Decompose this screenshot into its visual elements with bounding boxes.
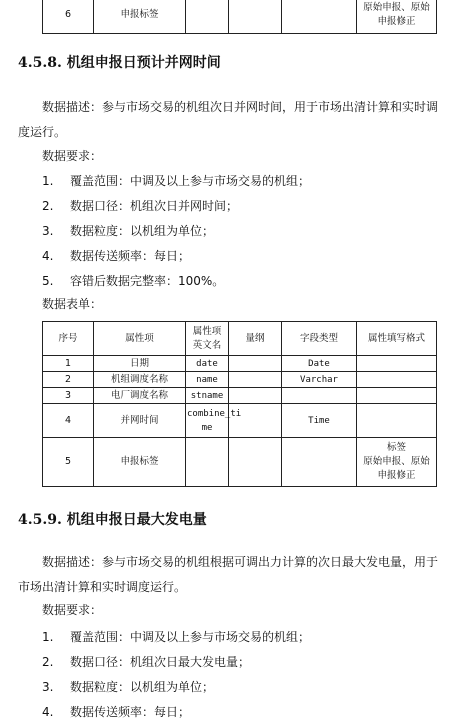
attribute-name-cell: 日期: [94, 356, 186, 372]
field-type-cell: [282, 388, 357, 404]
requirements-label: 数据要求：: [42, 603, 103, 617]
english-name-cell: name: [186, 372, 229, 388]
requirements-label: 数据要求：: [42, 149, 103, 163]
english-name-cell: stname: [186, 388, 229, 404]
list-item: 2. 数据口径：机组次日最大发电量；: [42, 655, 251, 669]
fill-format-cell: [357, 404, 437, 438]
row-number-cell: 5: [43, 438, 94, 487]
requirements-list: [42, 172, 310, 297]
field-type-cell: [282, 438, 357, 487]
list-item: 4. 数据传送频率：每日；: [42, 249, 191, 263]
format-line: 申报修正: [377, 16, 416, 27]
fill-format-cell: 标签 原始申报、原始 申报修正: [357, 438, 437, 487]
english-name-cell: [186, 438, 229, 487]
list-item: 1. 覆盖范围：中调及以上参与市场交易的机组；: [42, 630, 311, 644]
attribute-name-cell: 申报标签: [94, 0, 186, 34]
column-header: 属性项: [94, 322, 186, 356]
row-number-cell: 6: [43, 0, 94, 34]
attribute-name-cell: 电厂调度名称: [94, 388, 186, 404]
list-item: 3. 数据粒度：以机组为单位；: [42, 224, 215, 238]
format-line: 原始申报、原始: [363, 2, 430, 13]
field-type-cell: Date: [282, 356, 357, 372]
fill-format-cell: [357, 0, 437, 34]
list-item: 3. 数据粒度：以机组为单位；: [42, 680, 215, 694]
section-heading: 4.5.9. 机组申报日最大发电量: [18, 512, 207, 528]
row-number-cell: 2: [43, 372, 94, 388]
row-number-cell: 3: [43, 388, 94, 404]
unit-cell: [229, 372, 282, 388]
field-type-cell: Varchar: [282, 372, 357, 388]
description-paragraph: [18, 95, 468, 145]
requirements-list: [42, 628, 310, 728]
fill-format-cell: [357, 372, 437, 388]
column-header: 序号: [43, 322, 94, 356]
description-line: 数据描述：参与市场交易的机组次日并网时间，用于市场出清计算和实时调: [42, 100, 439, 114]
fill-format-cell: [357, 356, 437, 372]
column-header: 量纲: [229, 322, 282, 356]
unit-cell: [229, 438, 282, 487]
table-row: [43, 0, 437, 34]
field-type-cell: [282, 0, 357, 34]
column-header: 属性项 英文名: [186, 322, 229, 356]
list-item: 4. 数据传送频率：每日；: [42, 705, 191, 719]
unit-cell: [229, 0, 282, 34]
english-name-cell: combine_ti me: [186, 404, 229, 438]
english-name-cell: [186, 0, 229, 34]
column-header: 属性填写格式: [357, 322, 437, 356]
row-number-cell: 1: [43, 356, 94, 372]
previous-data-table: [42, 0, 437, 34]
description-line: 市场出清计算和实时调度运行。: [18, 580, 187, 594]
description-paragraph: [18, 550, 468, 600]
table-row: [43, 438, 437, 487]
attribute-name-cell: 并网时间: [94, 404, 186, 438]
table-row: [43, 404, 437, 438]
field-type-cell: Time: [282, 404, 357, 438]
row-number-cell: 4: [43, 404, 94, 438]
column-header: 字段类型: [282, 322, 357, 356]
attribute-name-cell: 机组调度名称: [94, 372, 186, 388]
description-line: 度运行。: [18, 125, 67, 139]
unit-cell: [229, 388, 282, 404]
attribute-name-cell: 申报标签: [94, 438, 186, 487]
list-item: 2. 数据口径：机组次日并网时间；: [42, 199, 239, 213]
description-line: 数据描述：参与市场交易的机组根据可调出力计算的次日最大发电量，用于: [42, 555, 439, 569]
data-form-table: [42, 321, 437, 487]
list-item: 5. 容错后数据完整率：100%。: [42, 274, 225, 288]
table-header-row: [43, 322, 437, 356]
english-name-cell: date: [186, 356, 229, 372]
table-row: [43, 372, 437, 388]
table-label: 数据表单：: [42, 297, 103, 311]
fill-format-cell: [357, 388, 437, 404]
table-row: [43, 356, 437, 372]
list-item: 1. 覆盖范围：中调及以上参与市场交易的机组；: [42, 174, 311, 188]
section-heading: 4.5.8. 机组申报日预计并网时间: [18, 55, 221, 71]
table-row: [43, 388, 437, 404]
unit-cell: [229, 356, 282, 372]
